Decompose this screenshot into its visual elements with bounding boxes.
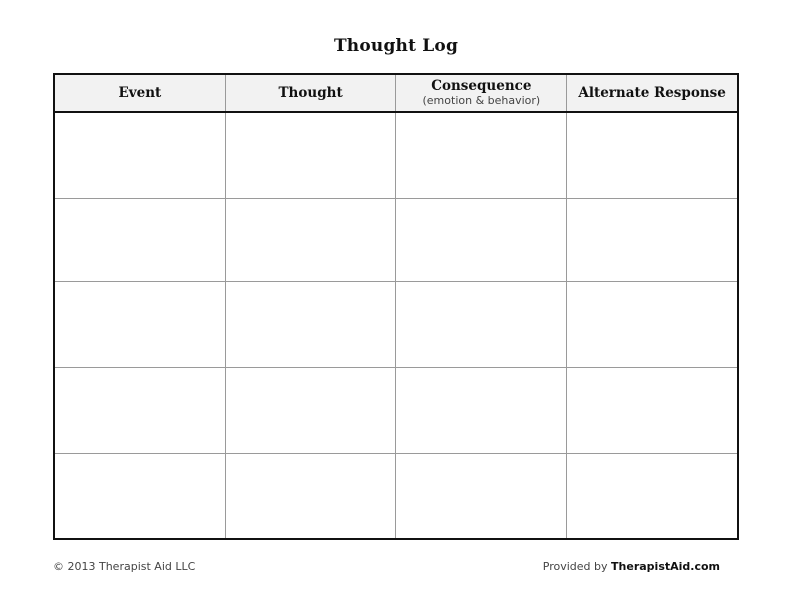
consequence-cell[interactable] [396, 112, 567, 198]
thought-cell[interactable] [225, 367, 396, 453]
consequence-cell[interactable] [396, 367, 567, 453]
column-header-consequence [396, 74, 567, 112]
table-row [54, 281, 738, 367]
alternate-response-cell[interactable] [567, 367, 738, 453]
column-label: Consequence [431, 78, 532, 94]
page-title: Thought Log [333, 36, 459, 56]
consequence-cell[interactable] [396, 453, 567, 539]
column-header-alternate-response [567, 74, 738, 112]
column-label: Alternate Response [578, 84, 726, 101]
alternate-response-cell[interactable] [567, 198, 738, 281]
event-cell[interactable] [54, 367, 225, 453]
event-cell[interactable] [54, 453, 225, 539]
event-cell[interactable] [54, 281, 225, 367]
alternate-response-cell[interactable] [567, 281, 738, 367]
column-sublabel: (emotion & behavior) [422, 94, 541, 107]
column-header-thought [225, 74, 396, 112]
thought-log-table [53, 73, 739, 540]
consequence-cell[interactable] [396, 198, 567, 281]
column-label: Thought [278, 84, 343, 101]
table-row [54, 367, 738, 453]
table-row [54, 453, 738, 539]
thought-cell[interactable] [225, 112, 396, 198]
event-cell[interactable] [54, 198, 225, 281]
copyright-notice: © 2013 Therapist Aid LLC [53, 560, 196, 573]
alternate-response-cell[interactable] [567, 453, 738, 539]
event-cell[interactable] [54, 112, 225, 198]
thought-cell[interactable] [225, 453, 396, 539]
table-row [54, 112, 738, 198]
table-row [54, 198, 738, 281]
provided-by-prefix: Provided by [542, 560, 608, 573]
brand-link[interactable]: TherapistAid.com [611, 560, 720, 573]
column-label: Event [118, 84, 162, 101]
alternate-response-cell[interactable] [567, 112, 738, 198]
provided-by [543, 560, 720, 573]
consequence-cell[interactable] [396, 281, 567, 367]
table-header-row [54, 74, 738, 112]
thought-cell[interactable] [225, 281, 396, 367]
thought-cell[interactable] [225, 198, 396, 281]
column-header-event [54, 74, 225, 112]
